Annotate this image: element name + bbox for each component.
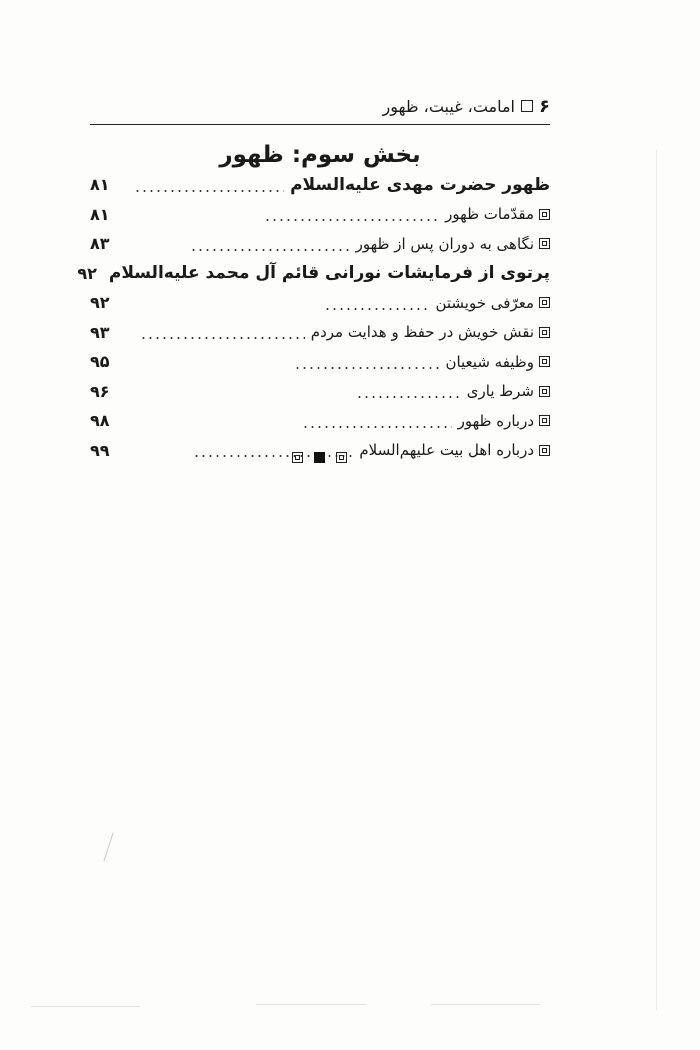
toc-entry — [90, 288, 550, 318]
toc-entry-title: درباره اهل بیت علیهم‌السلام — [359, 441, 534, 460]
toc-entry — [90, 170, 550, 200]
toc-entry — [90, 406, 550, 436]
scan-mark — [430, 1004, 540, 1005]
page-number: ۶ — [539, 96, 550, 117]
running-header — [90, 86, 550, 125]
square-bullet-icon — [539, 415, 550, 426]
toc-entry-page: ۹۲ — [90, 293, 110, 313]
toc-entry-page: ۹۲ — [77, 263, 97, 283]
toc-entry-page: ۸۱ — [90, 204, 110, 224]
toc-entry-title: پرتوی از فرمایشات نورانی قائم آل محمد علیه‌السلام — [108, 263, 550, 284]
square-bullet-icon — [539, 238, 550, 249]
open-square-icon — [336, 452, 347, 463]
toc-entry — [90, 229, 550, 259]
toc-entry — [90, 377, 550, 407]
toc-entry-title: نقش خویش در حفظ و هدایت مردم — [310, 323, 534, 342]
toc-entry — [90, 200, 550, 230]
toc-entry-page: ۹۹ — [90, 440, 110, 460]
square-bullet-icon — [521, 100, 533, 112]
toc-entry-page: ۹۵ — [90, 352, 110, 372]
scan-mark — [103, 833, 113, 862]
dot-leader — [190, 249, 350, 251]
toc-entry-title: درباره ظهور — [457, 411, 534, 430]
toc-entry — [77, 259, 550, 289]
toc-entry-title: نگاهی به دوران پس از ظهور — [355, 234, 534, 253]
toc-entry — [90, 347, 550, 377]
dot-leader — [264, 219, 439, 221]
toc-entry — [90, 318, 550, 348]
scan-mark — [256, 1004, 366, 1005]
dot-leader — [324, 308, 429, 310]
scan-mark — [30, 1006, 140, 1007]
section-heading: بخش سوم: ظهور — [219, 142, 421, 168]
book-title: امامت، غیبت، ظهور — [382, 97, 515, 116]
toc-entry-page: ۸۳ — [90, 234, 110, 254]
dot-leader — [294, 367, 439, 369]
square-bullet-icon — [539, 386, 550, 397]
end-ornament — [292, 452, 347, 463]
dot-leader — [134, 190, 284, 192]
open-square-icon — [292, 452, 303, 463]
toc-entry-page: ۹۶ — [90, 381, 110, 401]
toc-entry-title: وظیفه شیعیان — [445, 352, 534, 371]
toc-entry-page: ۹۳ — [90, 322, 110, 342]
square-bullet-icon — [539, 297, 550, 308]
toc-entry-page: ۹۸ — [90, 411, 110, 431]
toc-entry-title: مقدّمات ظهور — [445, 205, 534, 224]
toc-entry-title: معرّفی خویشتن — [435, 293, 534, 312]
dot-leader — [356, 396, 461, 398]
square-bullet-icon — [539, 445, 550, 456]
square-bullet-icon — [539, 327, 550, 338]
table-of-contents — [77, 170, 550, 465]
square-bullet-icon — [539, 356, 550, 367]
scan-mark — [656, 150, 657, 1010]
filled-square-icon — [314, 452, 325, 463]
toc-entry-title: ظهور حضرت مهدی علیه‌السلام — [290, 174, 550, 195]
dot-leader — [302, 426, 452, 428]
toc-entry-page: ۸۱ — [90, 175, 110, 195]
square-bullet-icon — [539, 209, 550, 220]
toc-entry-title: شرط یاری — [466, 382, 534, 401]
dot-leader — [140, 337, 305, 339]
